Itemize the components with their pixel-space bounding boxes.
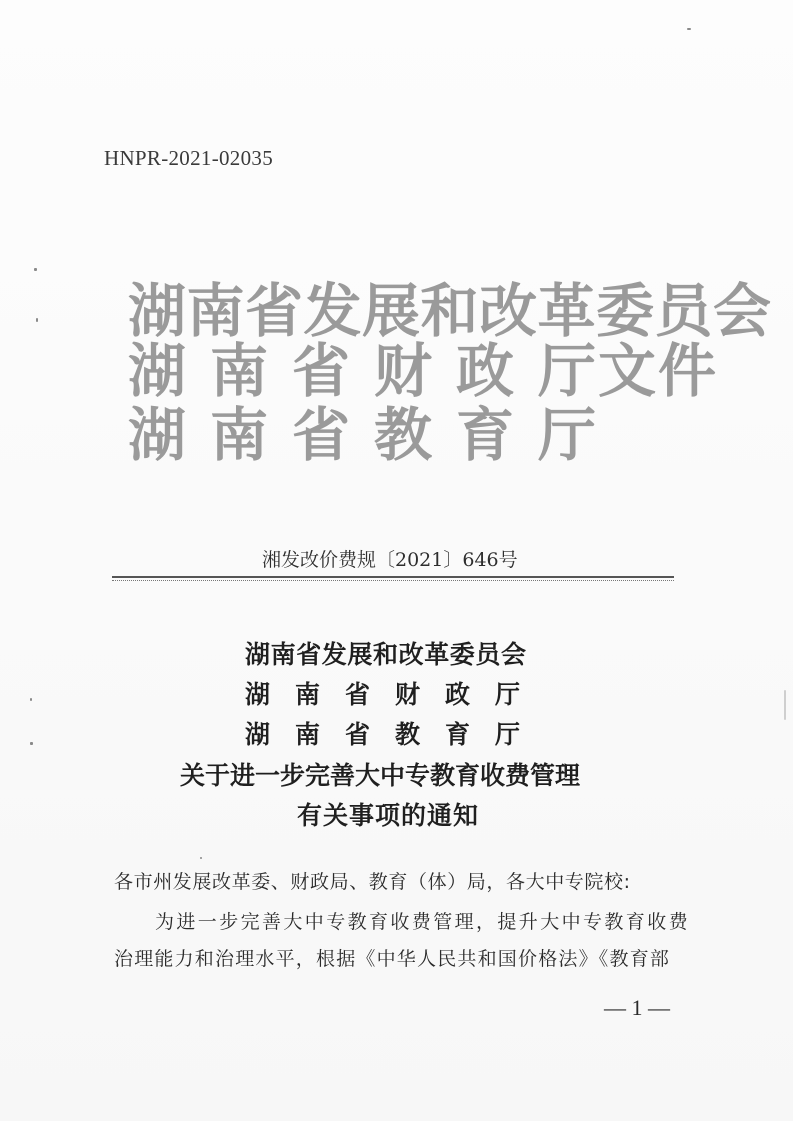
header-char: 财: [374, 337, 433, 405]
title-char: 财: [395, 680, 421, 709]
scan-speck: [30, 742, 33, 745]
header-char: 南: [210, 337, 269, 405]
header-issuer-3: [128, 401, 620, 469]
title-char: 省: [345, 680, 371, 709]
scan-speck: [687, 28, 691, 30]
header-issuer-2-chars: [128, 337, 538, 405]
title-issuer-2: [245, 682, 545, 707]
header-char: 省: [292, 337, 351, 405]
header-char: 厅: [538, 401, 597, 469]
title-subject-2: 有关事项的通知: [297, 801, 480, 830]
title-issuer-1: 湖南省发展和改革委员会: [245, 640, 527, 669]
document-id: HNPR-2021-02035: [104, 146, 274, 170]
title-char: 教: [395, 720, 421, 749]
salutation: 各市州发展改革委、财政局、教育（体）局，各大中专院校:: [114, 871, 631, 893]
header-issuer-2: [128, 337, 719, 405]
title-char: 育: [445, 720, 471, 749]
header-char: 教: [374, 401, 433, 469]
header-char: 湖: [128, 337, 187, 405]
body-paragraph-line-2: 治理能力和治理水平，根据《中华人民共和国价格法》《教育部: [114, 948, 671, 970]
title-char: 政: [445, 680, 471, 709]
title-char: 厅: [495, 720, 521, 749]
scan-edge-mark: [784, 690, 786, 720]
title-char: 南: [295, 680, 321, 709]
header-divider-dotted: [112, 580, 674, 581]
title-char: 湖: [245, 720, 271, 749]
header-suffix: 厅文件: [538, 337, 719, 405]
scan-speck: [200, 857, 202, 859]
scan-speck: [36, 318, 38, 322]
header-char: 南: [210, 401, 269, 469]
scan-speck: [30, 698, 32, 701]
title-char: 南: [295, 720, 321, 749]
header-issuer-3-chars: [128, 401, 620, 469]
header-char: 政: [456, 337, 515, 405]
title-char: 省: [345, 720, 371, 749]
document-number: 湘发改价费规〔2021〕646号: [262, 549, 518, 571]
title-char: 湖: [245, 680, 271, 709]
title-issuer-3: [245, 722, 545, 747]
header-issuer-1: 湖南省发展和改革委员会: [128, 277, 772, 345]
header-char: 省: [292, 401, 351, 469]
scan-speck: [34, 268, 37, 271]
page-number: — 1 —: [604, 995, 670, 1020]
title-subject-1: 关于进一步完善大中专教育收费管理: [180, 761, 581, 790]
header-divider: [112, 576, 674, 578]
header-char: 育: [456, 401, 515, 469]
body-paragraph-line-1: 为进一步完善大中专教育收费管理，提升大中专教育收费: [155, 911, 691, 933]
title-char: 厅: [495, 680, 521, 709]
header-char: 湖: [128, 401, 187, 469]
